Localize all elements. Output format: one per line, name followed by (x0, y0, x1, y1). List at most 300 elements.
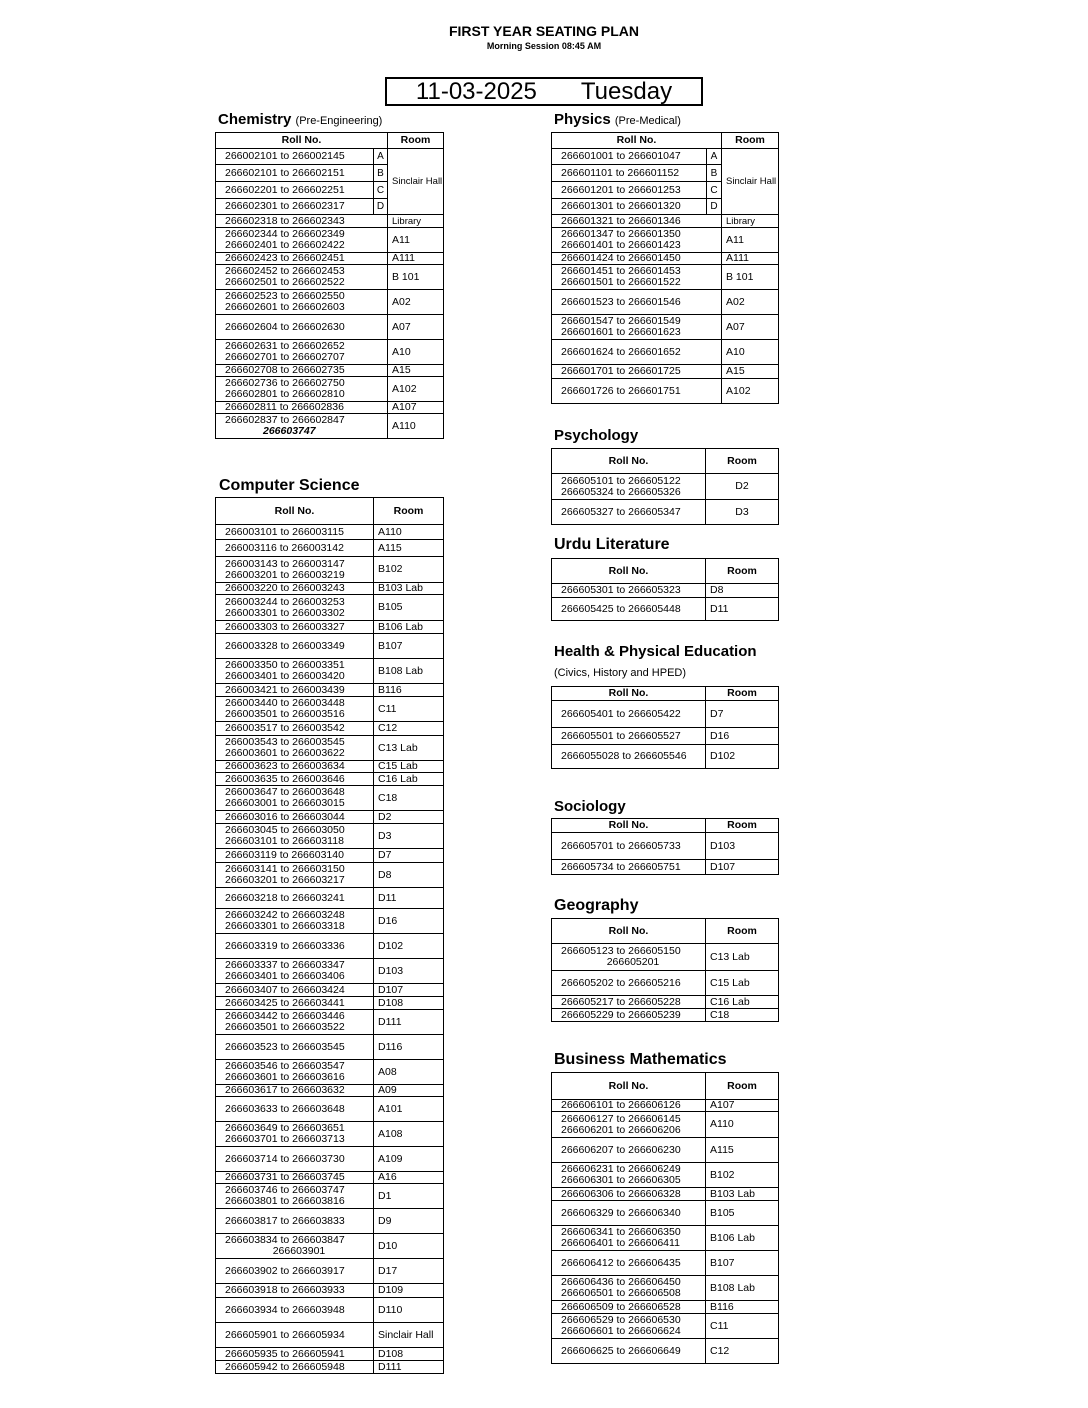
header-row (552, 819, 779, 833)
room-cell: D111 (374, 1361, 444, 1374)
table-row (552, 474, 779, 500)
roll-range: 266602601 to 266602603 (225, 301, 345, 313)
roll-range: 266606101 to 266606126 (561, 1099, 681, 1111)
geography-title: Geography (554, 897, 639, 914)
room-cell: D102 (374, 934, 444, 959)
room-cell: D7 (374, 849, 444, 863)
roll-cell (552, 944, 706, 971)
roll-cell (216, 984, 374, 997)
section-letter: A (707, 149, 722, 165)
roll-range: 266605327 to 266605347 (561, 505, 681, 518)
roll-range: 266603834 to 266603847 (225, 1234, 345, 1246)
hpe-note: (Civics, History and HPED) (554, 667, 687, 679)
table-row (552, 500, 779, 525)
roll-cell (552, 833, 706, 860)
roll-cell (216, 1097, 374, 1122)
roll-range: 266003623 to 266003634 (225, 760, 345, 772)
roll-range: 266003517 to 266003542 (225, 722, 345, 734)
table-row (216, 215, 444, 228)
room-cell: C13 Lab (374, 736, 444, 761)
table-row (552, 944, 779, 971)
roll-cell (552, 1251, 706, 1276)
roll-cell (216, 1010, 374, 1035)
room-cell: A110 (706, 1112, 779, 1138)
roll-range: 266606601 to 266606624 (561, 1325, 681, 1337)
roll-cell (216, 909, 374, 934)
room-cell: A109 (374, 1147, 444, 1172)
table-row (216, 697, 444, 722)
roll-cell (216, 659, 374, 684)
table-row (552, 584, 779, 598)
room-cell: D111 (374, 1010, 444, 1035)
table-row (552, 971, 779, 996)
table-row (552, 1226, 779, 1251)
roll-range: 266601624 to 266601652 (561, 345, 681, 358)
roll-cell (552, 1112, 706, 1138)
table-row (552, 340, 779, 365)
room-cell: A115 (374, 540, 444, 557)
roll-range: 266606341 to 266606350 (561, 1226, 681, 1238)
room-cell: A16 (374, 1172, 444, 1184)
roll-cell (552, 1339, 706, 1364)
table-row (216, 414, 444, 439)
room-cell: B105 (706, 1201, 779, 1226)
room-cell: D10 (374, 1234, 444, 1259)
roll-cell (216, 1060, 374, 1085)
roll-cell (216, 365, 388, 377)
table-row (216, 290, 444, 315)
roll-cell: 266602301 to 266602317 (216, 199, 374, 215)
roll-cell (216, 621, 374, 634)
roll-cell (216, 315, 388, 340)
roll-cell (216, 684, 374, 697)
room-cell: D16 (706, 728, 779, 745)
roll-range: 266603016 to 266603044 (225, 810, 345, 823)
roll-cell (216, 265, 388, 290)
roll-range: 266603337 to 266603347 (225, 959, 345, 971)
roll-range: 266003350 to 266003351 (225, 659, 345, 671)
table-row (216, 684, 444, 697)
roll-cell (216, 1348, 374, 1361)
roll-range: 266603747 (263, 425, 316, 437)
roll-cell (216, 377, 388, 402)
roll-range: 266603633 to 266603648 (225, 1102, 345, 1115)
roll-range: 266602423 to 266602451 (225, 252, 345, 264)
roll-range: 266602452 to 266602453 (225, 265, 345, 277)
roll-cell (216, 863, 374, 888)
table-row (552, 728, 779, 745)
table-row (216, 773, 444, 786)
room-cell: A02 (722, 290, 779, 315)
roll-range: 266603701 to 266603713 (225, 1133, 345, 1145)
roll-cell (216, 849, 374, 863)
roll-range: 266605229 to 266605239 (561, 1008, 681, 1021)
table-row (216, 888, 444, 909)
roll-range: 266603523 to 266603545 (225, 1040, 345, 1053)
roll-cell (552, 365, 722, 379)
exam-day: Tuesday (580, 77, 673, 105)
room-cell: D11 (706, 598, 779, 621)
table-row (216, 863, 444, 888)
table-row (552, 1163, 779, 1188)
table-row (216, 1172, 444, 1184)
room-cell: B108 Lab (706, 1276, 779, 1301)
room-cell: B 101 (388, 265, 444, 290)
roll-cell (216, 697, 374, 722)
table-row (216, 849, 444, 863)
roll-range: 266605734 to 266605751 (561, 860, 681, 873)
cs-table (215, 497, 444, 1374)
table-row (216, 583, 444, 595)
table-row (216, 315, 444, 340)
roll-cell (552, 265, 722, 290)
room-header: Room (706, 819, 779, 833)
roll-cell (216, 959, 374, 984)
roll-range: 266003543 to 266003545 (225, 736, 345, 748)
roll-range: 266601347 to 266601350 (561, 228, 681, 240)
roll-cell (552, 315, 722, 340)
roll-cell (552, 728, 706, 745)
table-row (216, 984, 444, 997)
roll-cell (552, 1276, 706, 1301)
room-cell: A107 (706, 1100, 779, 1112)
roll-range: 266602501 to 266602522 (225, 276, 345, 288)
roll-range: 266603218 to 266603241 (225, 891, 345, 904)
roll-range: 266603425 to 266603441 (225, 996, 345, 1009)
roll-range: 266605501 to 266605527 (561, 729, 681, 742)
roll-range: 266603201 to 266603217 (225, 874, 345, 886)
roll-cell (216, 773, 374, 786)
room-cell: B 101 (722, 265, 779, 290)
table-row (216, 1097, 444, 1122)
room-cell: C15 Lab (706, 971, 779, 996)
roll-range: 266003647 to 266003648 (225, 786, 345, 798)
table-row (552, 265, 779, 290)
roll-range: 266003201 to 266003219 (225, 568, 345, 581)
chemistry-title-text: Chemistry (218, 111, 292, 128)
physics-table (551, 132, 779, 404)
roll-range: 266603407 to 266603424 (225, 983, 345, 996)
roll-range: 266605217 to 266605228 (561, 995, 681, 1008)
table-row (216, 1184, 444, 1209)
room-cell: A102 (722, 379, 779, 404)
roll-range: 266605401 to 266605422 (561, 707, 681, 720)
roll-cell (216, 1209, 374, 1234)
table-row (216, 228, 444, 253)
header-row (216, 498, 444, 525)
header-row (552, 133, 779, 149)
roll-cell (552, 1100, 706, 1112)
roll-range: 266601451 to 266601453 (561, 265, 681, 277)
roll-range: 266003143 to 266003147 (225, 557, 345, 570)
roll-cell: 266602201 to 266602251 (216, 182, 374, 199)
room-cell: B108 Lab (374, 659, 444, 684)
room-cell: B102 (706, 1163, 779, 1188)
roll-range: 266605201 (606, 956, 660, 968)
table-row (216, 1323, 444, 1348)
roll-header: Roll No. (552, 919, 706, 944)
room-cell: B107 (374, 634, 444, 659)
roll-range: 266603801 to 266603816 (225, 1195, 345, 1207)
section-letter: D (707, 199, 722, 215)
roll-range: 266003301 to 266003302 (225, 606, 345, 619)
header-row (552, 687, 779, 701)
roll-cell (552, 290, 722, 315)
roll-range: 266602708 to 266602735 (225, 364, 345, 376)
room-cell: A102 (388, 377, 444, 402)
table-row (552, 701, 779, 728)
section-letter: C (707, 182, 722, 199)
room-cell: C13 Lab (706, 944, 779, 971)
room-cell: A10 (388, 340, 444, 365)
room-cell: B103 Lab (374, 583, 444, 595)
roll-range: 266606127 to 266606145 (561, 1112, 681, 1125)
room-cell: B103 Lab (706, 1188, 779, 1201)
business-table (551, 1072, 779, 1364)
table-row (216, 1259, 444, 1284)
roll-cell (216, 934, 374, 959)
page-title: FIRST YEAR SEATING PLAN (448, 23, 640, 39)
roll-cell (552, 971, 706, 996)
roll-cell (216, 811, 374, 824)
room-cell: D3 (706, 500, 779, 525)
table-row (552, 598, 779, 621)
room-cell: D17 (374, 1259, 444, 1284)
roll-range: 266003328 to 266003349 (225, 639, 345, 652)
roll-range: 266602318 to 266602343 (225, 214, 345, 227)
roll-range: 266603918 to 266603933 (225, 1284, 345, 1296)
roll-range: 266605942 to 266605948 (225, 1360, 345, 1373)
room-cell: A111 (388, 253, 444, 265)
table-row (216, 540, 444, 557)
roll-range: 266602837 to 266602847 (225, 414, 345, 426)
roll-range: 266605123 to 266605150 (561, 945, 681, 957)
table-row (216, 1298, 444, 1323)
roll-cell (216, 736, 374, 761)
roll-range: 266003303 to 266003327 (225, 620, 345, 633)
room-cell: C12 (374, 722, 444, 736)
roll-cell (216, 290, 388, 315)
roll-range: 266603902 to 266603917 (225, 1264, 345, 1277)
roll-range: 266003635 to 266003646 (225, 772, 345, 785)
roll-range: 266603242 to 266603248 (225, 909, 345, 921)
hpe-table (551, 686, 779, 769)
roll-cell (216, 583, 374, 595)
roll-range: 266603319 to 266603336 (225, 939, 345, 952)
roll-cell: 266601301 to 266601320 (552, 199, 707, 215)
roll-range: 266003501 to 266003516 (225, 708, 345, 720)
room-cell: C16 Lab (374, 773, 444, 786)
urdu-title: Urdu Literature (554, 536, 670, 553)
roll-cell (552, 500, 706, 525)
room-cell: D116 (374, 1035, 444, 1060)
roll-range: 266603901 (272, 1245, 326, 1257)
urdu-table (551, 558, 779, 621)
room-cell: Sinclair Hall (388, 149, 444, 215)
roll-range: 266603617 to 266603632 (225, 1084, 345, 1096)
room-cell: B116 (706, 1301, 779, 1314)
roll-range: 266606301 to 266606305 (561, 1174, 681, 1186)
table-row (552, 290, 779, 315)
roll-range: 266602631 to 266602652 (225, 340, 345, 352)
room-cell: D16 (374, 909, 444, 934)
roll-cell (216, 1035, 374, 1060)
roll-range: 266605301 to 266605323 (561, 584, 681, 596)
table-row (552, 745, 779, 769)
roll-header: Roll No. (552, 687, 706, 701)
room-cell: A15 (722, 365, 779, 379)
physics-title (554, 111, 681, 128)
table-row (216, 736, 444, 761)
roll-range: 266601401 to 266601423 (561, 239, 681, 251)
room-header: Room (706, 559, 779, 584)
roll-cell (216, 228, 388, 253)
table-row (216, 634, 444, 659)
roll-range: 266603934 to 266603948 (225, 1303, 345, 1316)
roll-cell (216, 722, 374, 736)
roll-header: Roll No. (552, 449, 706, 474)
room-cell: A108 (374, 1122, 444, 1147)
roll-cell (216, 824, 374, 849)
roll-range: 266601501 to 266601522 (561, 276, 681, 288)
roll-range: 266606329 to 266606340 (561, 1206, 681, 1219)
roll-cell (552, 474, 706, 500)
date-box (385, 77, 703, 106)
roll-range: 266003601 to 266003622 (225, 747, 345, 759)
room-header: Room (706, 919, 779, 944)
roll-cell (216, 215, 388, 228)
roll-cell (216, 1172, 374, 1184)
room-cell: C18 (706, 1009, 779, 1022)
table-row (552, 253, 779, 265)
table-row (552, 1251, 779, 1276)
room-cell: A08 (374, 1060, 444, 1085)
roll-header: Roll No. (552, 559, 706, 584)
roll-cell (552, 215, 722, 228)
section-letter: B (707, 165, 722, 182)
room-cell: D8 (374, 863, 444, 888)
room-cell: D107 (374, 984, 444, 997)
roll-range: 266606501 to 266606508 (561, 1287, 681, 1299)
roll-range: 266602604 to 266602630 (225, 320, 345, 333)
roll-cell (216, 634, 374, 659)
psychology-title: Psychology (554, 427, 639, 444)
roll-cell (216, 997, 374, 1010)
room-cell: B106 Lab (374, 621, 444, 634)
header-row (552, 559, 779, 584)
roll-cell (552, 996, 706, 1009)
table-row (216, 340, 444, 365)
room-cell: Library (388, 215, 444, 228)
room-cell: Sinclair Hall (374, 1323, 444, 1348)
section-letter: D (374, 199, 388, 215)
room-cell: D9 (374, 1209, 444, 1234)
roll-range: 266602736 to 266602750 (225, 377, 345, 389)
roll-header: Roll No. (552, 819, 706, 833)
roll-range: 266003401 to 266003420 (225, 670, 345, 682)
room-cell: D7 (706, 701, 779, 728)
table-row (552, 1339, 779, 1364)
header-row (552, 449, 779, 474)
roll-range: 266603141 to 266603150 (225, 863, 345, 875)
roll-range: 266003244 to 266003253 (225, 595, 345, 608)
roll-cell: 266601101 to 266601152 (552, 165, 707, 182)
roll-range: 266606201 to 266606206 (561, 1123, 681, 1136)
roll-cell (552, 1163, 706, 1188)
roll-range: 266602523 to 266602550 (225, 290, 345, 302)
room-cell: B106 Lab (706, 1226, 779, 1251)
roll-range: 266003421 to 266003439 (225, 683, 345, 696)
room-cell: A11 (388, 228, 444, 253)
business-title: Business Mathematics (554, 1051, 727, 1068)
table-row (216, 265, 444, 290)
table-row (552, 1201, 779, 1226)
table-row (552, 1301, 779, 1314)
cs-title: Computer Science (219, 477, 360, 494)
room-cell: B107 (706, 1251, 779, 1276)
roll-cell (552, 1301, 706, 1314)
roll-header: Roll No. (552, 1073, 706, 1100)
roll-cell (552, 1201, 706, 1226)
roll-range: 266605101 to 266605122 (561, 474, 681, 487)
table-row (216, 621, 444, 634)
roll-range: 266605901 to 266605934 (225, 1328, 345, 1341)
room-cell: B105 (374, 595, 444, 621)
room-cell: D11 (374, 888, 444, 909)
room-cell: C11 (374, 697, 444, 722)
exam-date: 11-03-2025 (415, 77, 537, 105)
roll-range: 266601523 to 266601546 (561, 295, 681, 308)
table-row (216, 1060, 444, 1085)
room-cell: A02 (388, 290, 444, 315)
roll-range: 266003116 to 266003142 (225, 541, 344, 554)
room-header: Room (706, 449, 779, 474)
table-row (216, 253, 444, 265)
room-cell: D2 (374, 811, 444, 824)
sociology-table (551, 818, 779, 875)
roll-range: 2666055028 to 266605546 (561, 750, 687, 762)
roll-range: 266603714 to 266603730 (225, 1152, 345, 1165)
roll-range: 266601547 to 266601549 (561, 315, 681, 327)
room-cell: D103 (706, 833, 779, 860)
roll-cell (552, 253, 722, 265)
roll-range: 266603731 to 266603745 (225, 1171, 345, 1183)
table-row (216, 595, 444, 621)
table-row (552, 860, 779, 875)
table-row (216, 959, 444, 984)
room-cell: D103 (374, 959, 444, 984)
roll-cell (216, 1122, 374, 1147)
roll-cell (216, 540, 374, 557)
table-row (216, 1284, 444, 1298)
room-header: Room (706, 1073, 779, 1100)
roll-cell (552, 1009, 706, 1022)
table-row (216, 1010, 444, 1035)
room-cell: D3 (374, 824, 444, 849)
room-header: Room (706, 687, 779, 701)
roll-range: 266605425 to 266605448 (561, 602, 681, 615)
roll-cell (552, 1226, 706, 1251)
roll-range: 266602811 to 266602836 (225, 401, 344, 413)
table-row (216, 149, 444, 165)
roll-cell (216, 525, 374, 540)
roll-range: 266605701 to 266605733 (561, 839, 681, 852)
roll-range: 266602344 to 266602349 (225, 228, 345, 240)
chemistry-subtitle: (Pre-Engineering) (295, 115, 383, 127)
room-cell: D2 (706, 474, 779, 500)
roll-cell (552, 701, 706, 728)
table-row (552, 1276, 779, 1301)
